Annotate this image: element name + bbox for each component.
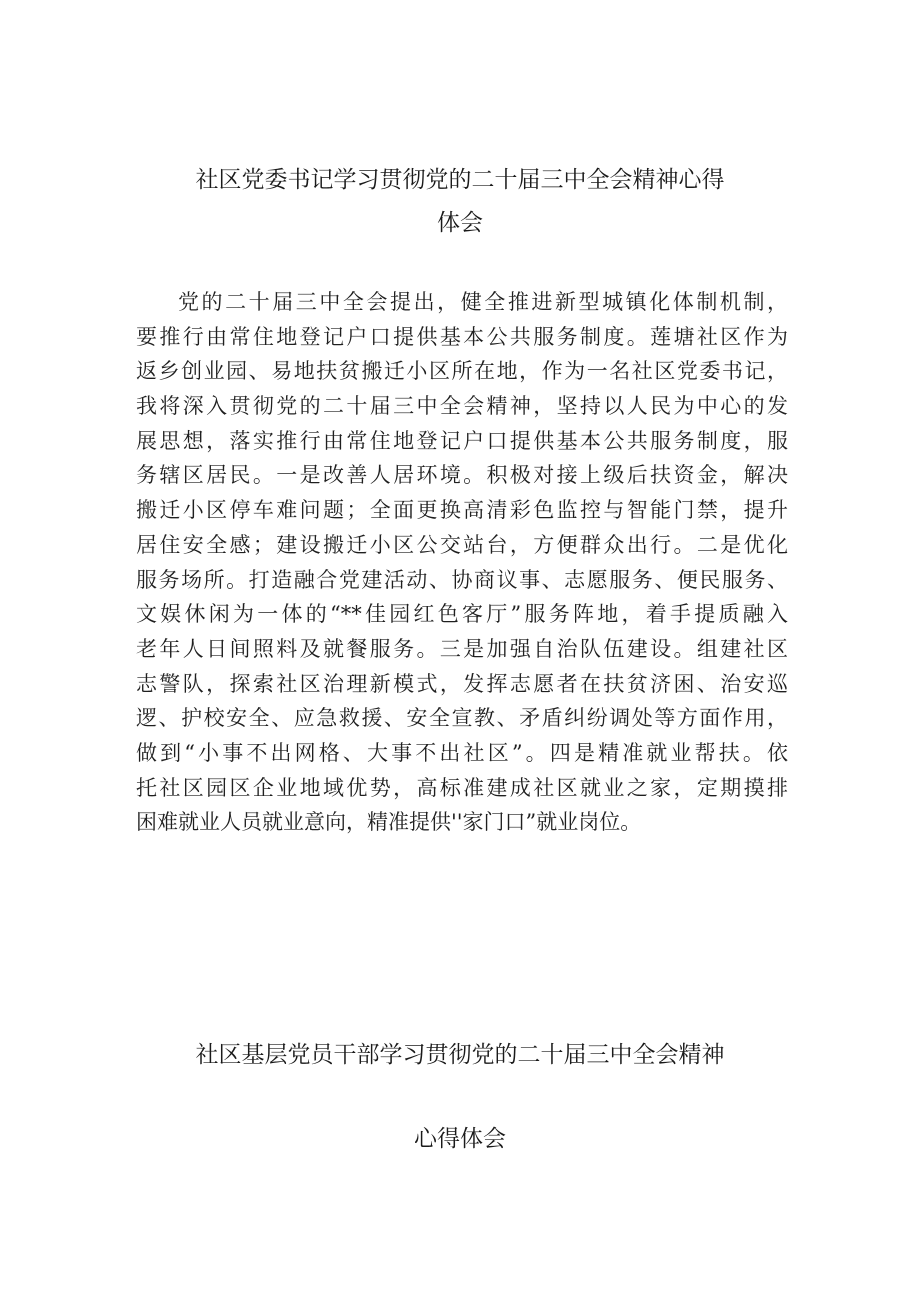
body-line: 志警队，探索社区治理新模式，发挥志愿者在扶贫济困、治安巡: [136, 671, 788, 696]
article-2-title-line-1: 社区基层党员干部学习贯彻党的二十届三中全会精神: [195, 1042, 725, 1068]
body-line: 搬迁小区停车难问题；全面更换高清彩色监控与智能门禁，提升: [136, 498, 788, 523]
body-line: 做到“小事不出网格、大事不出社区”。四是精准就业帮扶。依: [136, 740, 788, 765]
body-line: 困难就业人员就业意向，精准提供''家门口”就业岗位。: [136, 810, 642, 835]
body-line: 居住安全感；建设搬迁小区公交站台，方便群众出行。二是优化: [136, 532, 788, 557]
body-line: 我将深入贯彻党的二十届三中全会精神，坚持以人民为中心的发: [136, 394, 788, 419]
body-line: 要推行由常住地登记户口提供基本公共服务制度。莲塘社区作为: [136, 324, 788, 349]
article-1-title-line-1: 社区党委书记学习贯彻党的二十届三中全会精神心得: [195, 167, 725, 193]
body-line: 老年人日间照料及就餐服务。三是加强自治队伍建设。组建社区: [136, 636, 788, 661]
body-line: 逻、护校安全、应急救援、安全宣教、矛盾纠纷调处等方面作用，: [136, 706, 788, 731]
body-line: 务辖区居民。一是改善人居环境。积极对接上级后扶资金，解决: [136, 463, 788, 488]
body-line: 展思想，落实推行由常住地登记户口提供基本公共服务制度，服: [136, 428, 788, 453]
body-line: 服务场所。打造融合党建活动、协商议事、志愿服务、便民服务、: [136, 567, 788, 592]
body-line: 返乡创业园、易地扶贫搬迁小区所在地，作为一名社区党委书记，: [136, 359, 788, 384]
article-1-body: [136, 285, 788, 840]
article-1-title-line-2: 体会: [437, 210, 483, 236]
body-line: 文娱休闲为一体的“**佳园红色客厅”服务阵地，着手提质融入: [136, 602, 788, 627]
body-line: 党的二十届三中全会提出，健全推进新型城镇化体制机制，: [178, 290, 788, 314]
body-line: 托社区园区企业地域优势，高标准建成社区就业之家，定期摸排: [136, 775, 788, 800]
article-2-title-line-2: 心得体会: [414, 1126, 506, 1152]
